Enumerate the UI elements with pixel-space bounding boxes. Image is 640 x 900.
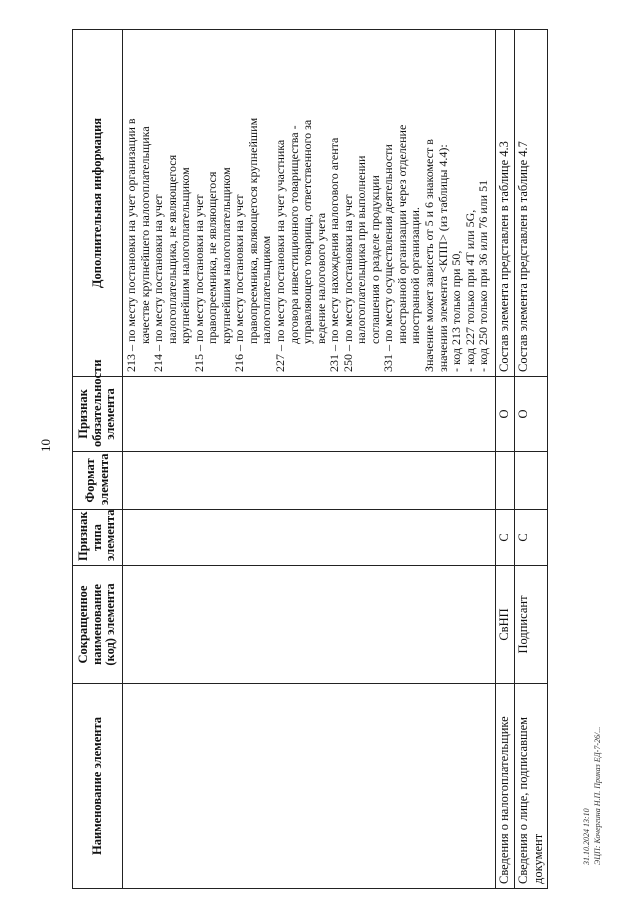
- codes-line: крупнейшим налогоплательщиком: [218, 167, 233, 344]
- codes-line: 331 – по месту осуществления деятельности: [381, 144, 396, 372]
- codes-line: 227 – по месту постановки на учет участника: [273, 139, 288, 372]
- cell-format: [496, 452, 514, 510]
- table-row: [514, 30, 548, 889]
- cell-required: О: [496, 377, 514, 452]
- codes-line: налогоплательщика, не являющегося: [164, 154, 179, 344]
- cell-info: Состав элемента представлен в таблице 4.3: [496, 30, 514, 377]
- codes-line: 250 – по месту постановки на учет: [340, 194, 355, 372]
- cell-code: Подписант: [514, 566, 548, 684]
- cell-type: С: [514, 510, 548, 566]
- signature-stamp: [582, 726, 602, 865]
- codes-line: налогоплательщиком: [259, 235, 274, 344]
- codes-line: управляющего товарища, ответственного за: [300, 119, 315, 344]
- cell-required: О: [514, 377, 548, 452]
- stamp-line-1: 31.10.2024 13:10: [582, 808, 591, 865]
- cell-type: С: [496, 510, 514, 566]
- header-required: Признак обязательности элемента: [73, 377, 123, 452]
- cell-empty: [123, 684, 496, 889]
- cell-codes-info: [123, 30, 496, 377]
- codes-line: правопреемника, являющегося крупнейшим: [245, 117, 260, 344]
- cell-empty: [123, 377, 496, 452]
- cell-format: [514, 452, 548, 510]
- cell-name: Сведения о лице, подписавшем документ: [514, 684, 548, 889]
- codes-line: договора инвестиционного товарищества -: [286, 125, 301, 344]
- header-type: Признак типа элемента: [73, 510, 123, 566]
- table-row: [496, 30, 514, 889]
- codes-line: Значение может зависеть от 5 и 6 знакомест в: [422, 139, 437, 372]
- stamp-line-2: ЭЦП: Кочергина Н.П. Приказ ЕД-7-26/...: [593, 726, 602, 865]
- cell-empty: [123, 452, 496, 510]
- codes-line: соглашения о разделе продукции: [367, 175, 382, 344]
- elements-table: [72, 29, 548, 889]
- header-format: Формат элемента: [73, 452, 123, 510]
- codes-line: налогоплательщика при выполнении: [354, 155, 369, 344]
- cell-empty: [123, 566, 496, 684]
- cell-name: Сведения о налогоплательщике: [496, 684, 514, 889]
- cell-info: Состав элемента представлен в таблице 4.7: [514, 30, 548, 377]
- codes-line: иностранной организации.: [408, 207, 423, 344]
- codes-line: иностранной организации через отделение: [394, 124, 409, 344]
- codes-line: значении элемента <КПП> (из таблицы 4.4):: [435, 144, 450, 372]
- codes-line: 231 – по месту нахождения налогового агента: [327, 137, 342, 372]
- codes-line: 215 – по месту постановки на учет: [191, 194, 206, 372]
- codes-line: 214 – по месту постановки на учет: [151, 194, 166, 372]
- codes-line: ведение налогового учета: [313, 212, 328, 344]
- codes-line: - код 250 только при 36 или 76 или 51: [476, 179, 491, 372]
- header-code: Сокращенное наименование (код) элемента: [73, 566, 123, 684]
- header-info: Дополнительная информация: [73, 30, 123, 377]
- page-number: 10: [38, 439, 53, 452]
- codes-line: 216 – по месту постановки на учет: [232, 194, 247, 372]
- cell-code: СвНП: [496, 566, 514, 684]
- codes-line: качестве крупнейшего налогоплательщика: [137, 126, 152, 344]
- table-row-codes-continuation: [123, 30, 496, 889]
- codes-line: правопреемника, не являющегося: [205, 171, 220, 344]
- codes-line: 213 – по месту постановки на учет организации в: [124, 118, 138, 372]
- header-name: Наименование элемента: [73, 684, 123, 889]
- cell-empty: [123, 510, 496, 566]
- rotated-table-page: [72, 29, 548, 889]
- codes-line: - код 227 только при 4Т или 5G,: [462, 209, 477, 372]
- codes-line: крупнейшим налогоплательщиком: [178, 167, 193, 344]
- codes-line: - код 213 только при 50,: [449, 250, 464, 372]
- table-header-row: [73, 30, 123, 889]
